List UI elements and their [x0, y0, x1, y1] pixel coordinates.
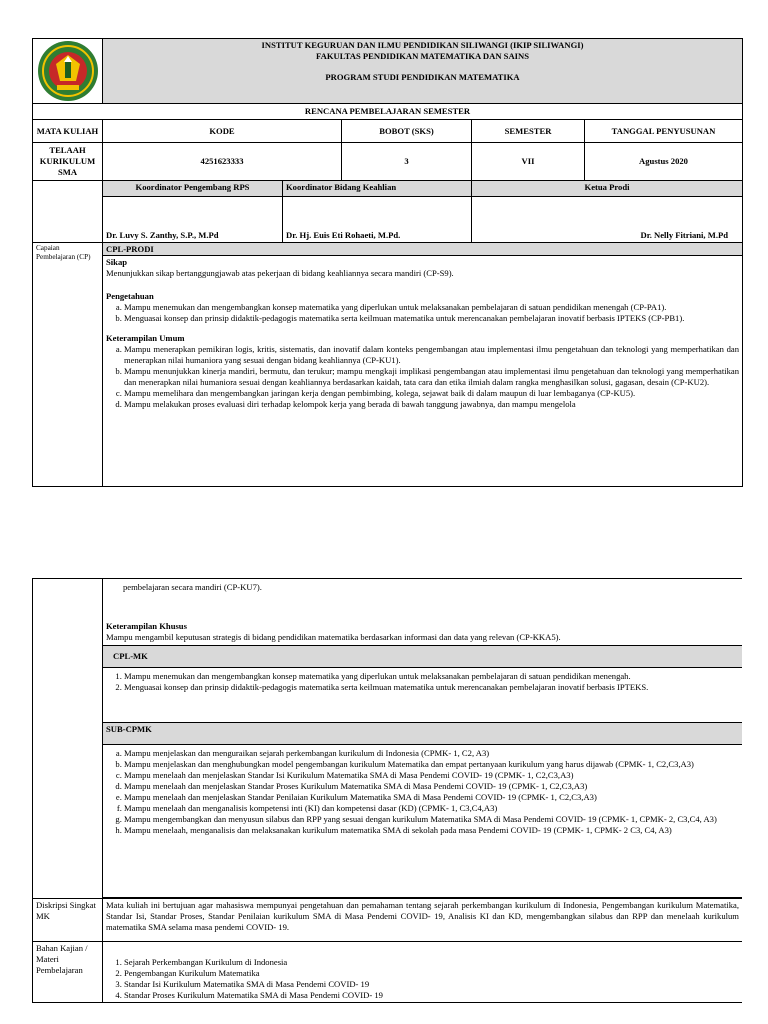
value-mata-kuliah: TELAAH KURIKULUM SMA — [33, 143, 103, 181]
sub-cpmk-content — [103, 745, 743, 898]
label-bobot: BOBOT (SKS) — [342, 120, 472, 143]
list-item: 2. Pengembangan Kurikulum Matematika — [124, 968, 739, 979]
value-tanggal: Agustus 2020 — [585, 143, 743, 181]
sikap-text: Menunjukkan sikap bertanggungjawab atas pekerjaan di bidang keahliannya secara mandiri (CP-S9). — [106, 268, 454, 278]
ku-title: Keterampilan Umum — [106, 333, 185, 343]
pengetahuan-title: Pengetahuan — [106, 291, 154, 301]
label-semester: SEMESTER — [472, 120, 585, 143]
koordinator-rps-signature: Dr. Luvy S. Zanthy, S.P., M.Pd — [103, 197, 283, 243]
value-semester: VII — [472, 143, 585, 181]
label-tanggal: TANGGAL PENYUSUNAN — [585, 120, 743, 143]
label-mata-kuliah: MATA KULIAH — [33, 120, 103, 143]
list-item: f. Mampu menelaah dan menganalisis kompetensi inti (KI) dan kompetensi dasar (KD) (CPMK- 1, C3,C4,A3) — [124, 803, 739, 814]
list-item: g. Mampu mengembangkan dan menyusun silabus dan RPP yang sesuai dengan kurikulum Matematika SMA di Masa Pendemi COVID- 19 (CPMK- 1, CPMK- 2, C3,C4, A3) — [124, 814, 739, 825]
kk-text: Mampu mengambil keputusan strategis di bidang pendidikan matematika berdasarkan informasi dan data yang relevan (CP-KKA5). — [106, 632, 561, 642]
sub-cpmk-list — [106, 748, 739, 836]
cpl-mk-list — [106, 671, 739, 693]
cpl-mk-content — [103, 668, 743, 723]
list-item: 1. Mampu menemukan dan mengembangkan konsep matematika yang diperlukan untuk melaksanakan pembelajaran di satuan pendidikan menengah. — [124, 671, 739, 682]
sikap-title: Sikap — [106, 257, 128, 267]
list-item: b. Mampu menunjukkan kinerja mandiri, bermutu, dan terukur; mampu mengkaji implikasi pengembangan atau implementasi ilmu pengetahuan dan teknologi yang memperhatikan dan menerapkan nilai humaniora sesuai dengan keahliannya berdasarkan kaidah, tata cara dan etika ilmiah dalam rangka menghasilkan solusi, gagasan, desain (CP-KU2). — [124, 366, 739, 388]
empty-capaian-label — [33, 579, 103, 899]
logo-cell — [33, 39, 103, 104]
cpl-mk-heading — [103, 646, 743, 668]
bahan-kajian-label: Bahan Kajian / Materi Pembelajaran — [33, 942, 103, 1003]
value-kode: 4251623333 — [103, 143, 342, 181]
empty-signature-label — [33, 181, 103, 243]
list-item: d. Mampu menelaah dan menjelaskan Standar Proses Kurikulum Matematika SMA di Masa Pendemi COVID- 19 (CPMK- 1, C2,C3,A3) — [124, 781, 739, 792]
bahan-kajian-list — [106, 957, 739, 1001]
list-item: a. Mampu menerapkan pemikiran logis, kritis, sistematis, dan inovatif dalam konteks pengembangan atau implementasi ilmu pengetahuan dan teknologi yang memperhatikan dan menerapkan nilai humaniora yang sesuai dengan bidang keahliannya (CP-KU1). — [124, 344, 739, 366]
ku-continued: pembelajaran secara mandiri (CP-KU7). — [123, 582, 262, 592]
pengetahuan-list — [106, 302, 739, 324]
deskripsi-label: Diskripsi Singkat MK — [33, 899, 103, 942]
list-item: c. Mampu menelaah dan menjelaskan Standar Isi Kurikulum Matematika SMA di Masa Pendemi COVID- 19 (CPMK- 1, C2,C3,A3) — [124, 770, 739, 781]
institution-header — [103, 39, 743, 104]
rps-header-table — [32, 38, 743, 487]
ku-list — [106, 344, 739, 410]
list-item: c. Mampu memelihara dan mengembangkan jaringan kerja dengan pembimbing, kolega, sejawat baik di dalam maupun di luar lembaganya (CP-KU5). — [124, 388, 739, 399]
list-item: b. Mampu menjelaskan dan menghubungkan model pengembangan kurikulum Matematika dan empat pertanyaan kurikulum yang harus dijawab (CPMK- 1, C2,C3,A3) — [124, 759, 739, 770]
label-kode: KODE — [103, 120, 342, 143]
list-item: 1. Sejarah Perkembangan Kurikulum di Indonesia — [124, 957, 739, 968]
rps-page-2 — [32, 578, 742, 1024]
cpl-prodi-continued — [103, 579, 743, 646]
faculty-name: FAKULTAS PENDIDIKAN MATEMATIKA DAN SAINS — [316, 51, 529, 61]
value-bobot: 3 — [342, 143, 472, 181]
list-item: a. Mampu menjelaskan dan menguraikan sejarah perkembangan kurikulum di Indonesia (CPMK- 1, C2, A3) — [124, 748, 739, 759]
list-item: a. Mampu menemukan dan mengembangkan konsep matematika yang diperlukan untuk melaksanakan pembelajaran di satuan pendidikan menengah (CP-PA1). — [124, 302, 739, 313]
ketua-prodi-signature: Dr. Nelly Fitriani, M.Pd — [472, 197, 743, 243]
ketua-prodi-label: Ketua Prodi — [472, 181, 743, 197]
koordinator-bidang-label: Koordinator Bidang Keahlian — [283, 181, 472, 197]
bahan-kajian-content — [103, 942, 743, 1003]
institute-name: INSTITUT KEGURUAN DAN ILMU PENDIDIKAN SILIWANGI (IKIP SILIWANGI) — [261, 40, 584, 50]
rps-continuation-table — [32, 578, 742, 1003]
cpl-prodi-heading: CPL-PRODI — [103, 243, 743, 256]
rps-page-1 — [32, 38, 742, 490]
deskripsi-text: Mata kuliah ini bertujuan agar mahasiswa mempunyai pengetahuan dan pemahaman tentang sejarah perkembangan kurikulum di Indonesia, Pengembangan kurikulum Matematika, Standar Isi, Standar Proses, Standar Penilaian kurikulum SMA di Masa Pendemi COVID- 19, Analisis KI dan KD, mengembangkan silabus dan RPP dan menelaah kurikulum matematika SMA selama masa pendemi COVID- 19. — [103, 899, 743, 942]
cpl-mk-label: CPL-MK — [113, 651, 148, 661]
list-item: 4. Standar Proses Kurikulum Matematika SMA di Masa Pendemi COVID- 19 — [124, 990, 739, 1001]
capaian-label: Capaian Pembelajaran (CP) — [33, 243, 103, 487]
list-item: 3. Standar Isi Kurikulum Matematika SMA di Masa Pendemi COVID- 19 — [124, 979, 739, 990]
list-item: h. Mampu menelaah, menganalisis dan melaksanakan kurikulum matematika SMA di sekolah pada masa Pendemi COVID- 19 (CPMK- 1, CPMK- 2 C3, C4, A3) — [124, 825, 739, 836]
koordinator-bidang-signature: Dr. Hj. Euis Eti Rohaeti, M.Pd. — [283, 197, 472, 243]
list-item: b. Menguasai konsep dan prinsip didaktik-pedagogis matematika serta keilmuan matematika untuk merencanakan pembelajaran inovatif berbasis IPTEKS (CP-PB1). — [124, 313, 739, 324]
university-seal-icon — [37, 40, 99, 102]
list-item: 2. Menguasai konsep dan prinsip didaktik-pedagogis matematika serta keilmuan matematika untuk merencanakan pembelajaran inovatif berbasis IPTEKS. — [124, 682, 739, 693]
koordinator-rps-label: Koordinator Pengembang RPS — [103, 181, 283, 197]
list-item: d. Mampu melakukan proses evaluasi diri terhadap kelompok kerja yang berada di bawah tanggung jawabnya, dan mampu mengelola — [124, 399, 739, 410]
cpl-prodi-content — [103, 256, 743, 487]
kk-title: Keterampilan Khusus — [106, 621, 187, 631]
program-name: PROGRAM STUDI PENDIDIKAN MATEMATIKA — [325, 72, 520, 82]
sub-cpmk-heading: SUB-CPMK — [103, 723, 743, 745]
doc-title: RENCANA PEMBELAJARAN SEMESTER — [33, 104, 743, 120]
list-item: e. Mampu menelaah dan menjelaskan Standar Penilaian Kurikulum Matematika SMA di Masa Pendemi COVID- 19 (CPMK- 1, C2,C3,A3) — [124, 792, 739, 803]
